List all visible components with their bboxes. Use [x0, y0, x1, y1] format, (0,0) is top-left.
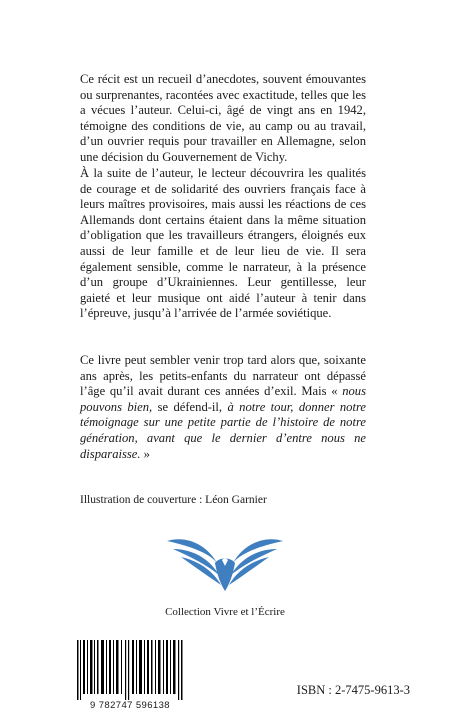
isbn: ISBN : 2-7475-9613-3 [296, 683, 410, 697]
bird-logo-icon [165, 535, 285, 593]
p3-text-start: Ce livre peut sembler venir trop tard alors que, soixante ans après, les petits-enfants du narrateur ont dépassé l’âge qu’il avait durant ces années d’exil. Mais « [80, 353, 366, 399]
summary-paragraph-3 [80, 353, 366, 462]
illustration-credit: Illustration de couverture : Léon Garnier [80, 494, 267, 506]
p3-text-mid: se défend-il, [152, 399, 228, 414]
barcode-number: 9 782747 596138 [90, 700, 170, 711]
p3-text-end: » [140, 446, 150, 461]
p3-quote-italic-1: nous pouvons bien, [80, 384, 366, 414]
summary-paragraph-1: Ce récit est un recueil d’anecdotes, souvent émouvantes ou surprenantes, racontées avec exactitude, telles que les a vécues l’auteur. Celui-ci, âgé de vingt ans en 1942, témoigne des conditions de vie, au camp ou au travail, d’un ouvrier requis pour travailler en Allemagne, selon une décision du Gouvernement de Vichy. [80, 72, 366, 164]
p3-quote-italic-2: à notre tour, donner notre témoignage sur une petite partie de l’histoire de notre génération, avant que le dernier d’entre nous ne disparaisse. [80, 399, 366, 461]
collection-name: Collection Vivre et l’Écrire [165, 606, 285, 618]
summary-paragraph-2: À la suite de l’auteur, le lecteur découvrira les qualités de courage et de solidarité des ouvriers français face à leurs maîtres provisoires, mais aussi les réactions de ces Allemands dont certains étaient dans la même situation d’obligation que les travailleurs étrangers, éloignés eux aussi de leur famille et de leur lieu de vie. Il sera également sensible, comme le narrateur, à la présence d’un groupe d’Ukrainiennes. Leur gentillesse, leur gaieté et leur musique ont aidé l’auteur à tenir dans l’épreuve, jusqu’à l’arrivée de l’armée soviétique. [80, 166, 366, 321]
barcode-icon [75, 640, 185, 700]
